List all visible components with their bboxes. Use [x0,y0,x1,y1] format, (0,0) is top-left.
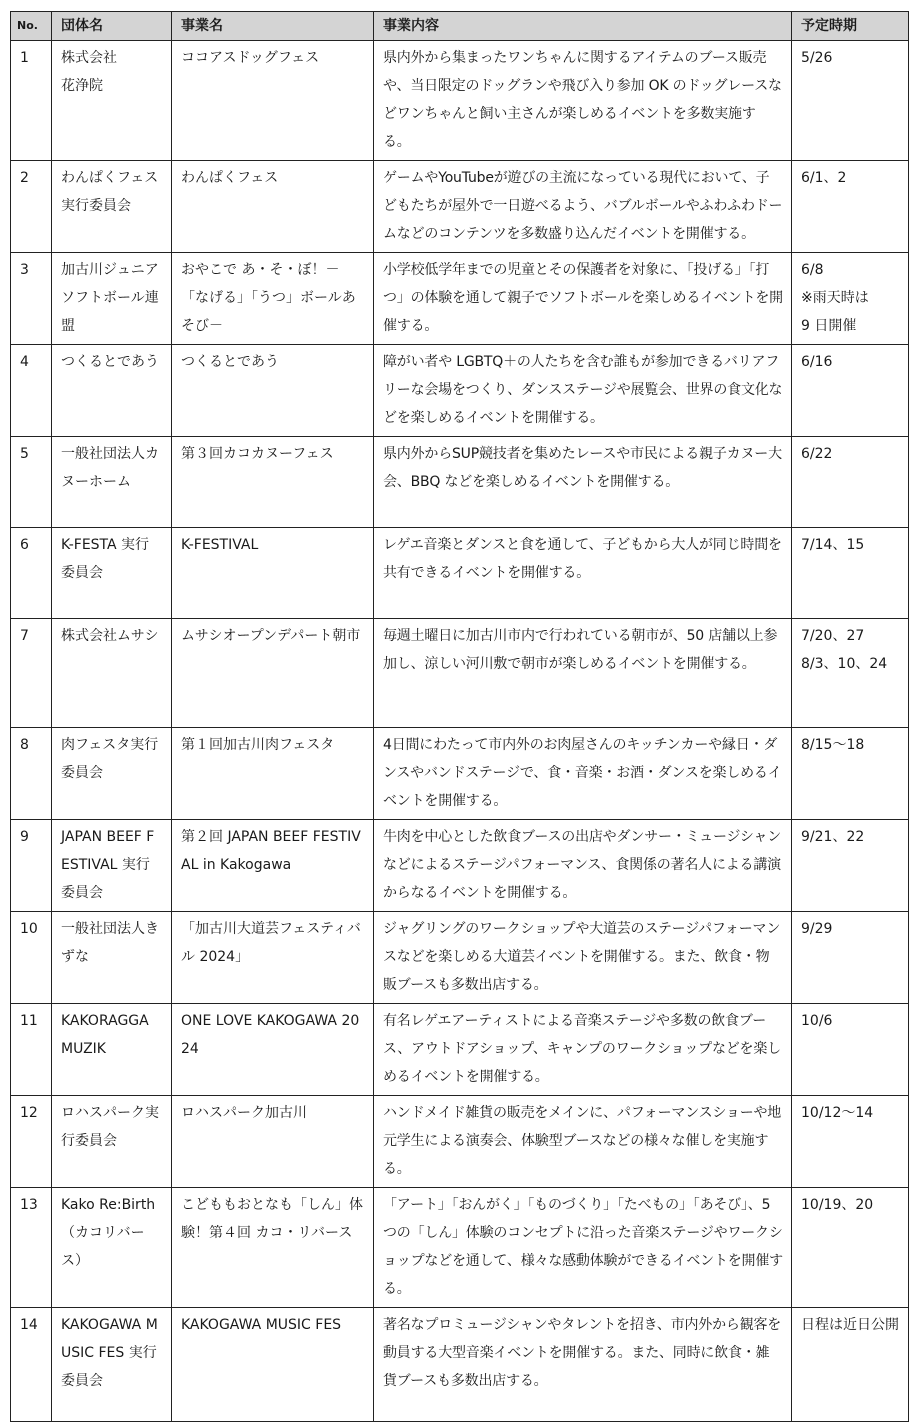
cell-no [11,1188,52,1308]
cell-event-name [172,619,374,728]
cell-organization [52,41,172,161]
cell-no-text: 10 [20,921,38,937]
cell-event-name-text: おやこで あ・そ・ぼ！－「なげる」「うつ」ボールあそび－ [181,262,356,334]
cell-organization-text: Kako Re:Birth（カコリバース） [61,1197,156,1269]
cell-event-description-text: 有名レゲエアーティストによる音楽ステージや多数の飲食ブース、アウトドアショップ、キャンプのワークショップなどを楽しめるイベントを開催する。 [383,1013,781,1085]
cell-event-description-text: 4日間にわたって市内外のお肉屋さんのキッチンカーや縁日・ダンスやバンドステージで、食・音楽・お酒・ダンスを楽しめるイベントを開催する。 [383,737,782,809]
cell-scheduled-date-text: 6/16 [801,354,833,370]
cell-no-text: 4 [20,354,29,370]
table-row [11,437,909,528]
table-row [11,345,909,437]
cell-event-description [374,1096,792,1188]
cell-event-name-text: 第３回カコカヌーフェス [181,446,334,462]
cell-scheduled-date [792,253,909,345]
cell-scheduled-date-text: 10/6 [801,1013,833,1029]
table-row [11,820,909,912]
cell-scheduled-date-text: 10/12～14 [801,1105,874,1121]
cell-no [11,820,52,912]
cell-no-text: 3 [20,262,29,278]
cell-event-description-text: 著名なプロミュージシャンやタレントを招き、市内外から観客を動員する大型音楽イベントを開催する。また、同時に飲食・雑貨ブースも多数出店する。 [383,1317,782,1389]
cell-event-name-text: 「加古川大道芸フェスティバル 2024」 [181,921,361,965]
table-row [11,1096,909,1188]
cell-event-name-text: つくるとであう [181,354,279,370]
table-row [11,528,909,619]
cell-event-description [374,41,792,161]
cell-organization-text: 加古川ジュニアソフトボール連盟 [61,262,159,334]
cell-organization-text: 肉フェスタ実行委員会 [61,737,159,781]
cell-event-name-text: K-FESTIVAL [181,537,259,553]
cell-event-description [374,820,792,912]
cell-no [11,437,52,528]
cell-no [11,1308,52,1422]
cell-scheduled-date-text: 9/21、22 [801,829,865,845]
cell-organization [52,1308,172,1422]
table-row [11,1308,909,1422]
cell-no [11,345,52,437]
cell-no [11,253,52,345]
cell-event-description-text: 牛肉を中心とした飲食ブースの出店やダンサー・ミュージシャンなどによるステージパフォーマンス、食関係の著名人による講演からなるイベントを開催する。 [383,829,782,901]
cell-organization-text: 一般社団法人きずな [61,921,159,965]
cell-no [11,1096,52,1188]
cell-scheduled-date [792,820,909,912]
cell-scheduled-date [792,528,909,619]
cell-no [11,619,52,728]
cell-event-name-text: KAKOGAWA MUSIC FES [181,1317,342,1333]
cell-no-text: 6 [20,537,29,553]
cell-organization-text: K-FESTA 実行委員会 [61,537,150,581]
table-row [11,41,909,161]
header-no: No. [11,12,52,41]
cell-event-description-text: 県内外から集まったワンちゃんに関するアイテムのブース販売や、当日限定のドッグランや飛び入り参加 OK のドッグレースなどワンちゃんと飼い主さんが楽しめるイベントを多数実施する。 [383,50,782,150]
cell-scheduled-date-text: 8/15～18 [801,737,865,753]
cell-event-name [172,253,374,345]
table-row [11,912,909,1004]
table-row [11,728,909,820]
cell-organization-text: 株式会社ムサシ [61,628,159,644]
cell-scheduled-date-text: 6/1、2 [801,170,847,186]
cell-event-name [172,161,374,253]
cell-event-name-text: わんぱくフェス [181,170,279,186]
cell-event-description [374,728,792,820]
cell-no [11,912,52,1004]
cell-no [11,728,52,820]
cell-organization [52,820,172,912]
table-body [11,41,909,1422]
cell-organization-text: 一般社団法人カヌーホーム [61,446,159,490]
cell-event-name [172,1188,374,1308]
cell-no [11,161,52,253]
cell-event-name [172,528,374,619]
cell-scheduled-date-text: 7/14、15 [801,537,865,553]
cell-scheduled-date [792,41,909,161]
cell-event-name [172,912,374,1004]
cell-scheduled-date [792,619,909,728]
cell-event-name-text: ロハスパーク加古川 [181,1105,307,1121]
cell-event-description-text: 「アート」「おんがく」「ものづくり」「たべもの」「あそび」、5つの「しん」体験のコンセプトに沿った音楽ステージやワークショップなどを通して、様々な感動体験ができるイベントを開催する。 [383,1197,783,1297]
cell-event-description-text: 小学校低学年までの児童とその保護者を対象に、「投げる」「打つ」の体験を通して親子でソフトボールを楽しめるイベントを開催する。 [383,262,783,334]
cell-organization [52,1188,172,1308]
cell-scheduled-date [792,1004,909,1096]
cell-event-description [374,619,792,728]
cell-scheduled-date [792,1308,909,1422]
header-event-name: 事業名 [172,12,374,41]
cell-event-description [374,253,792,345]
cell-scheduled-date-text: 6/8 ※雨天時は 9 日開催 [801,262,869,334]
cell-scheduled-date [792,1096,909,1188]
cell-scheduled-date [792,728,909,820]
cell-no-text: 13 [20,1197,38,1213]
cell-organization [52,161,172,253]
cell-event-description [374,437,792,528]
cell-event-description-text: ハンドメイド雑貨の販売をメインに、パフォーマンスショーや地元学生による演奏会、体験型ブースなどの様々な催しを実施する。 [383,1105,782,1177]
cell-event-description-text: 毎週土曜日に加古川市内で行われている朝市が、50 店舗以上参加し、涼しい河川敷で朝市が楽しめるイベントを開催する。 [383,628,778,672]
cell-organization [52,728,172,820]
cell-no [11,1004,52,1096]
cell-organization [52,619,172,728]
table-row [11,1004,909,1096]
cell-organization [52,1096,172,1188]
cell-no-text: 1 [20,50,29,66]
cell-event-description [374,528,792,619]
table-row [11,161,909,253]
table-row [11,253,909,345]
cell-organization-text: KAKOGAWA MUSIC FES 実行委員会 [61,1317,158,1389]
cell-scheduled-date-text: 7/20、27 8/3、10、24 [801,628,888,672]
cell-scheduled-date [792,437,909,528]
cell-no-text: 5 [20,446,29,462]
cell-no-text: 2 [20,170,29,186]
cell-no-text: 9 [20,829,29,845]
cell-no [11,41,52,161]
cell-scheduled-date [792,1188,909,1308]
cell-no [11,528,52,619]
cell-organization-text: KAKORAGGA MUZIK [61,1013,149,1057]
cell-organization-text: つくるとであう [61,354,159,370]
cell-no-text: 11 [20,1013,38,1029]
cell-event-description [374,161,792,253]
cell-event-name-text: こどももおとなも「しん」体験！第４回 カコ・リバース [181,1197,363,1241]
cell-organization-text: ロハスパーク実行委員会 [61,1105,159,1149]
cell-event-description [374,912,792,1004]
cell-organization [52,528,172,619]
cell-event-description-text: ジャグリングのワークショップや大道芸のステージパフォーマンスなどを楽しめる大道芸イベントを開催する。また、飲食・物販ブースも多数出店する。 [383,921,781,993]
cell-scheduled-date [792,161,909,253]
cell-no-text: 14 [20,1317,38,1333]
cell-event-description-text: 障がい者や LGBTQ＋の人たちを含む誰もが参加できるバリアフリーな会場をつくり、ダンスステージや展覧会、世界の食文化などを楽しめるイベントを開催する。 [383,354,783,426]
cell-event-name [172,41,374,161]
table-row [11,1188,909,1308]
cell-organization-text: わんぱくフェス実行委員会 [61,170,159,214]
cell-organization [52,437,172,528]
cell-event-name-text: ムサシオープンデパート朝市 [181,628,361,644]
cell-event-description [374,1308,792,1422]
cell-event-name [172,1004,374,1096]
cell-event-description-text: レゲエ音楽とダンスと食を通して、子どもから大人が同じ時間を共有できるイベントを開催する。 [383,537,782,581]
cell-event-name-text: ONE LOVE KAKOGAWA 2024 [181,1013,360,1057]
cell-scheduled-date [792,345,909,437]
cell-scheduled-date-text: 9/29 [801,921,833,937]
document-page [10,11,908,1422]
cell-event-name-text: ココアスドッグフェス [181,50,320,66]
cell-scheduled-date-text: 5/26 [801,50,833,66]
cell-event-description [374,1188,792,1308]
cell-scheduled-date [792,912,909,1004]
cell-event-description-text: 県内外からSUP競技者を集めたレースや市民による親子カヌー大会、BBQ などを楽しめるイベントを開催する。 [383,446,782,490]
cell-event-name [172,1308,374,1422]
table-row [11,619,909,728]
cell-organization-text: 株式会社 花浄院 [61,50,117,94]
cell-no-text: 7 [20,628,29,644]
cell-scheduled-date-text: 日程は近日公開 [801,1317,899,1333]
header-organization: 団体名 [52,12,172,41]
cell-event-description-text: ゲームやYouTubeが遊びの主流になっている現代において、子どもたちが屋外で一日遊べるよう、バブルボールやふわふわドームなどのコンテンツを多数盛り込んだイベントを開催する。 [383,170,783,242]
cell-event-name [172,728,374,820]
cell-event-name-text: 第２回 JAPAN BEEF FESTIVAL in Kakogawa [181,829,361,873]
event-table [10,11,909,1422]
cell-no-text: 8 [20,737,29,753]
cell-event-name [172,345,374,437]
cell-organization [52,1004,172,1096]
cell-event-name [172,1096,374,1188]
cell-event-description [374,1004,792,1096]
header-event-description: 事業内容 [374,12,792,41]
cell-organization [52,912,172,1004]
cell-event-name [172,437,374,528]
cell-event-name-text: 第１回加古川肉フェスタ [181,737,335,753]
header-scheduled-date: 予定時期 [792,12,909,41]
cell-no-text: 12 [20,1105,38,1121]
cell-organization [52,345,172,437]
cell-organization [52,253,172,345]
cell-organization-text: JAPAN BEEF FESTIVAL 実行委員会 [61,829,155,901]
cell-scheduled-date-text: 10/19、20 [801,1197,874,1213]
cell-event-name [172,820,374,912]
table-header-row [11,12,909,41]
cell-scheduled-date-text: 6/22 [801,446,833,462]
cell-event-description [374,345,792,437]
